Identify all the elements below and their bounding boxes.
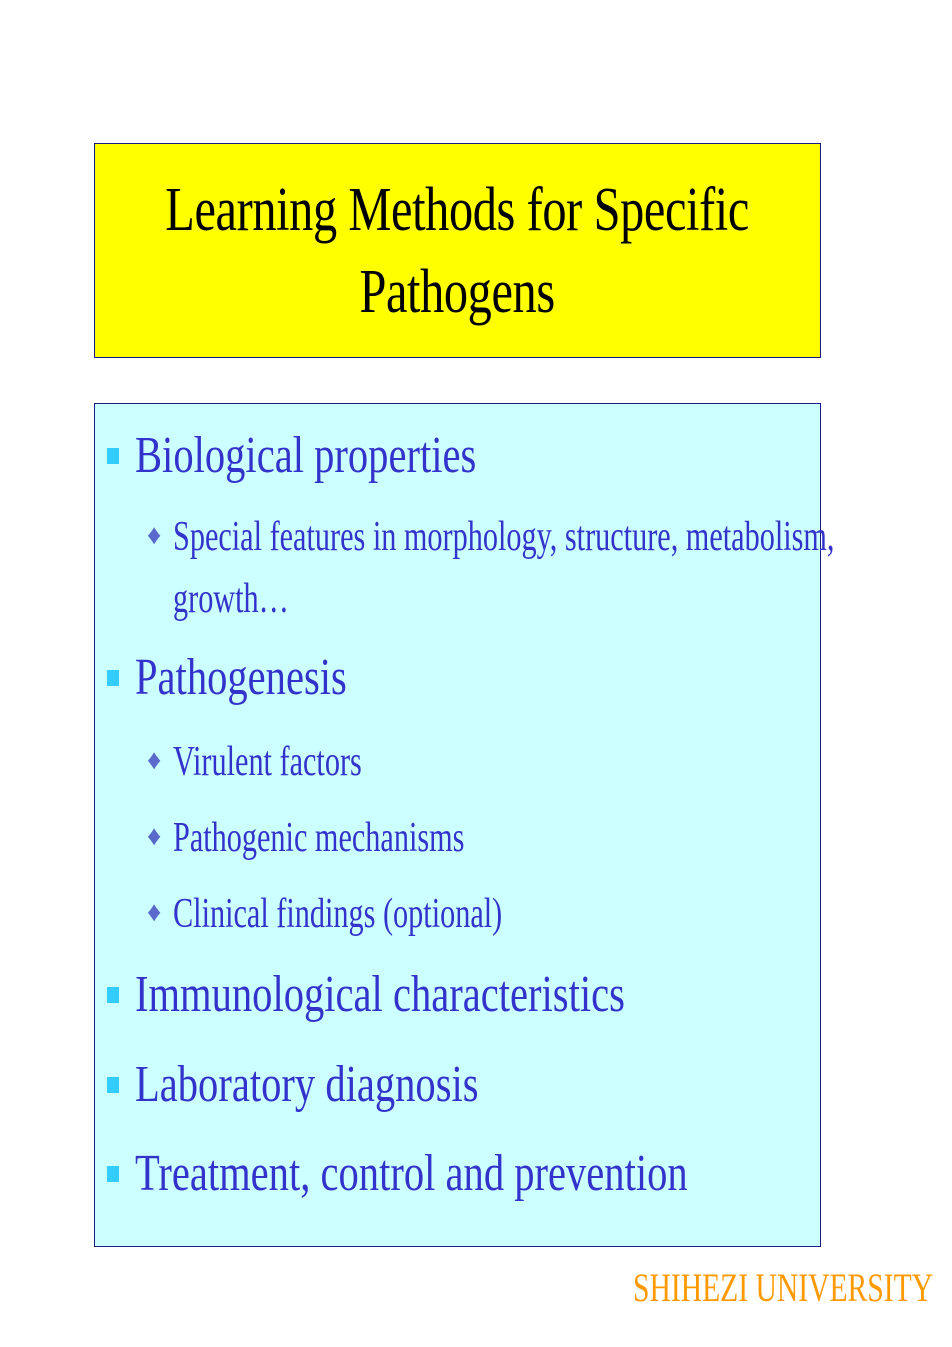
list-item-biological-properties: Biological properties — [135, 427, 477, 484]
list-item-pathogenesis: Pathogenesis — [135, 649, 347, 706]
list-item-treatment-control-prevention: Treatment, control and prevention — [135, 1145, 688, 1202]
list-item-virulent-factors: Virulent factors — [173, 739, 362, 785]
title-line-2: Pathogens — [359, 257, 556, 326]
diamond-bullet-icon: ♦ — [147, 520, 162, 551]
list-item-laboratory-diagnosis: Laboratory diagnosis — [135, 1056, 479, 1113]
diamond-bullet-icon: ♦ — [147, 897, 162, 928]
list-item-special-features-continuation: growth… — [173, 576, 289, 622]
content-box — [94, 403, 835, 1247]
list-item-special-features: Special features in morphology, structure, metabolism, — [173, 514, 835, 560]
list-item-pathogenic-mechanisms: Pathogenic mechanisms — [173, 815, 465, 861]
square-bullet-icon — [107, 1166, 119, 1182]
diamond-bullet-icon: ♦ — [147, 745, 162, 776]
square-bullet-icon — [107, 448, 119, 464]
page-title — [166, 169, 750, 333]
square-bullet-icon — [107, 670, 119, 686]
list-item-immunological-characteristics: Immunological characteristics — [135, 966, 625, 1023]
list-item-clinical-findings: Clinical findings (optional) — [173, 891, 503, 937]
square-bullet-icon — [107, 1077, 119, 1093]
title-box — [94, 143, 821, 358]
title-line-1: Learning Methods for Specific — [165, 175, 750, 244]
footer-university-name: SHIHEZI UNIVERSITY — [633, 1265, 934, 1310]
diamond-bullet-icon: ♦ — [147, 821, 162, 852]
square-bullet-icon — [107, 987, 119, 1003]
